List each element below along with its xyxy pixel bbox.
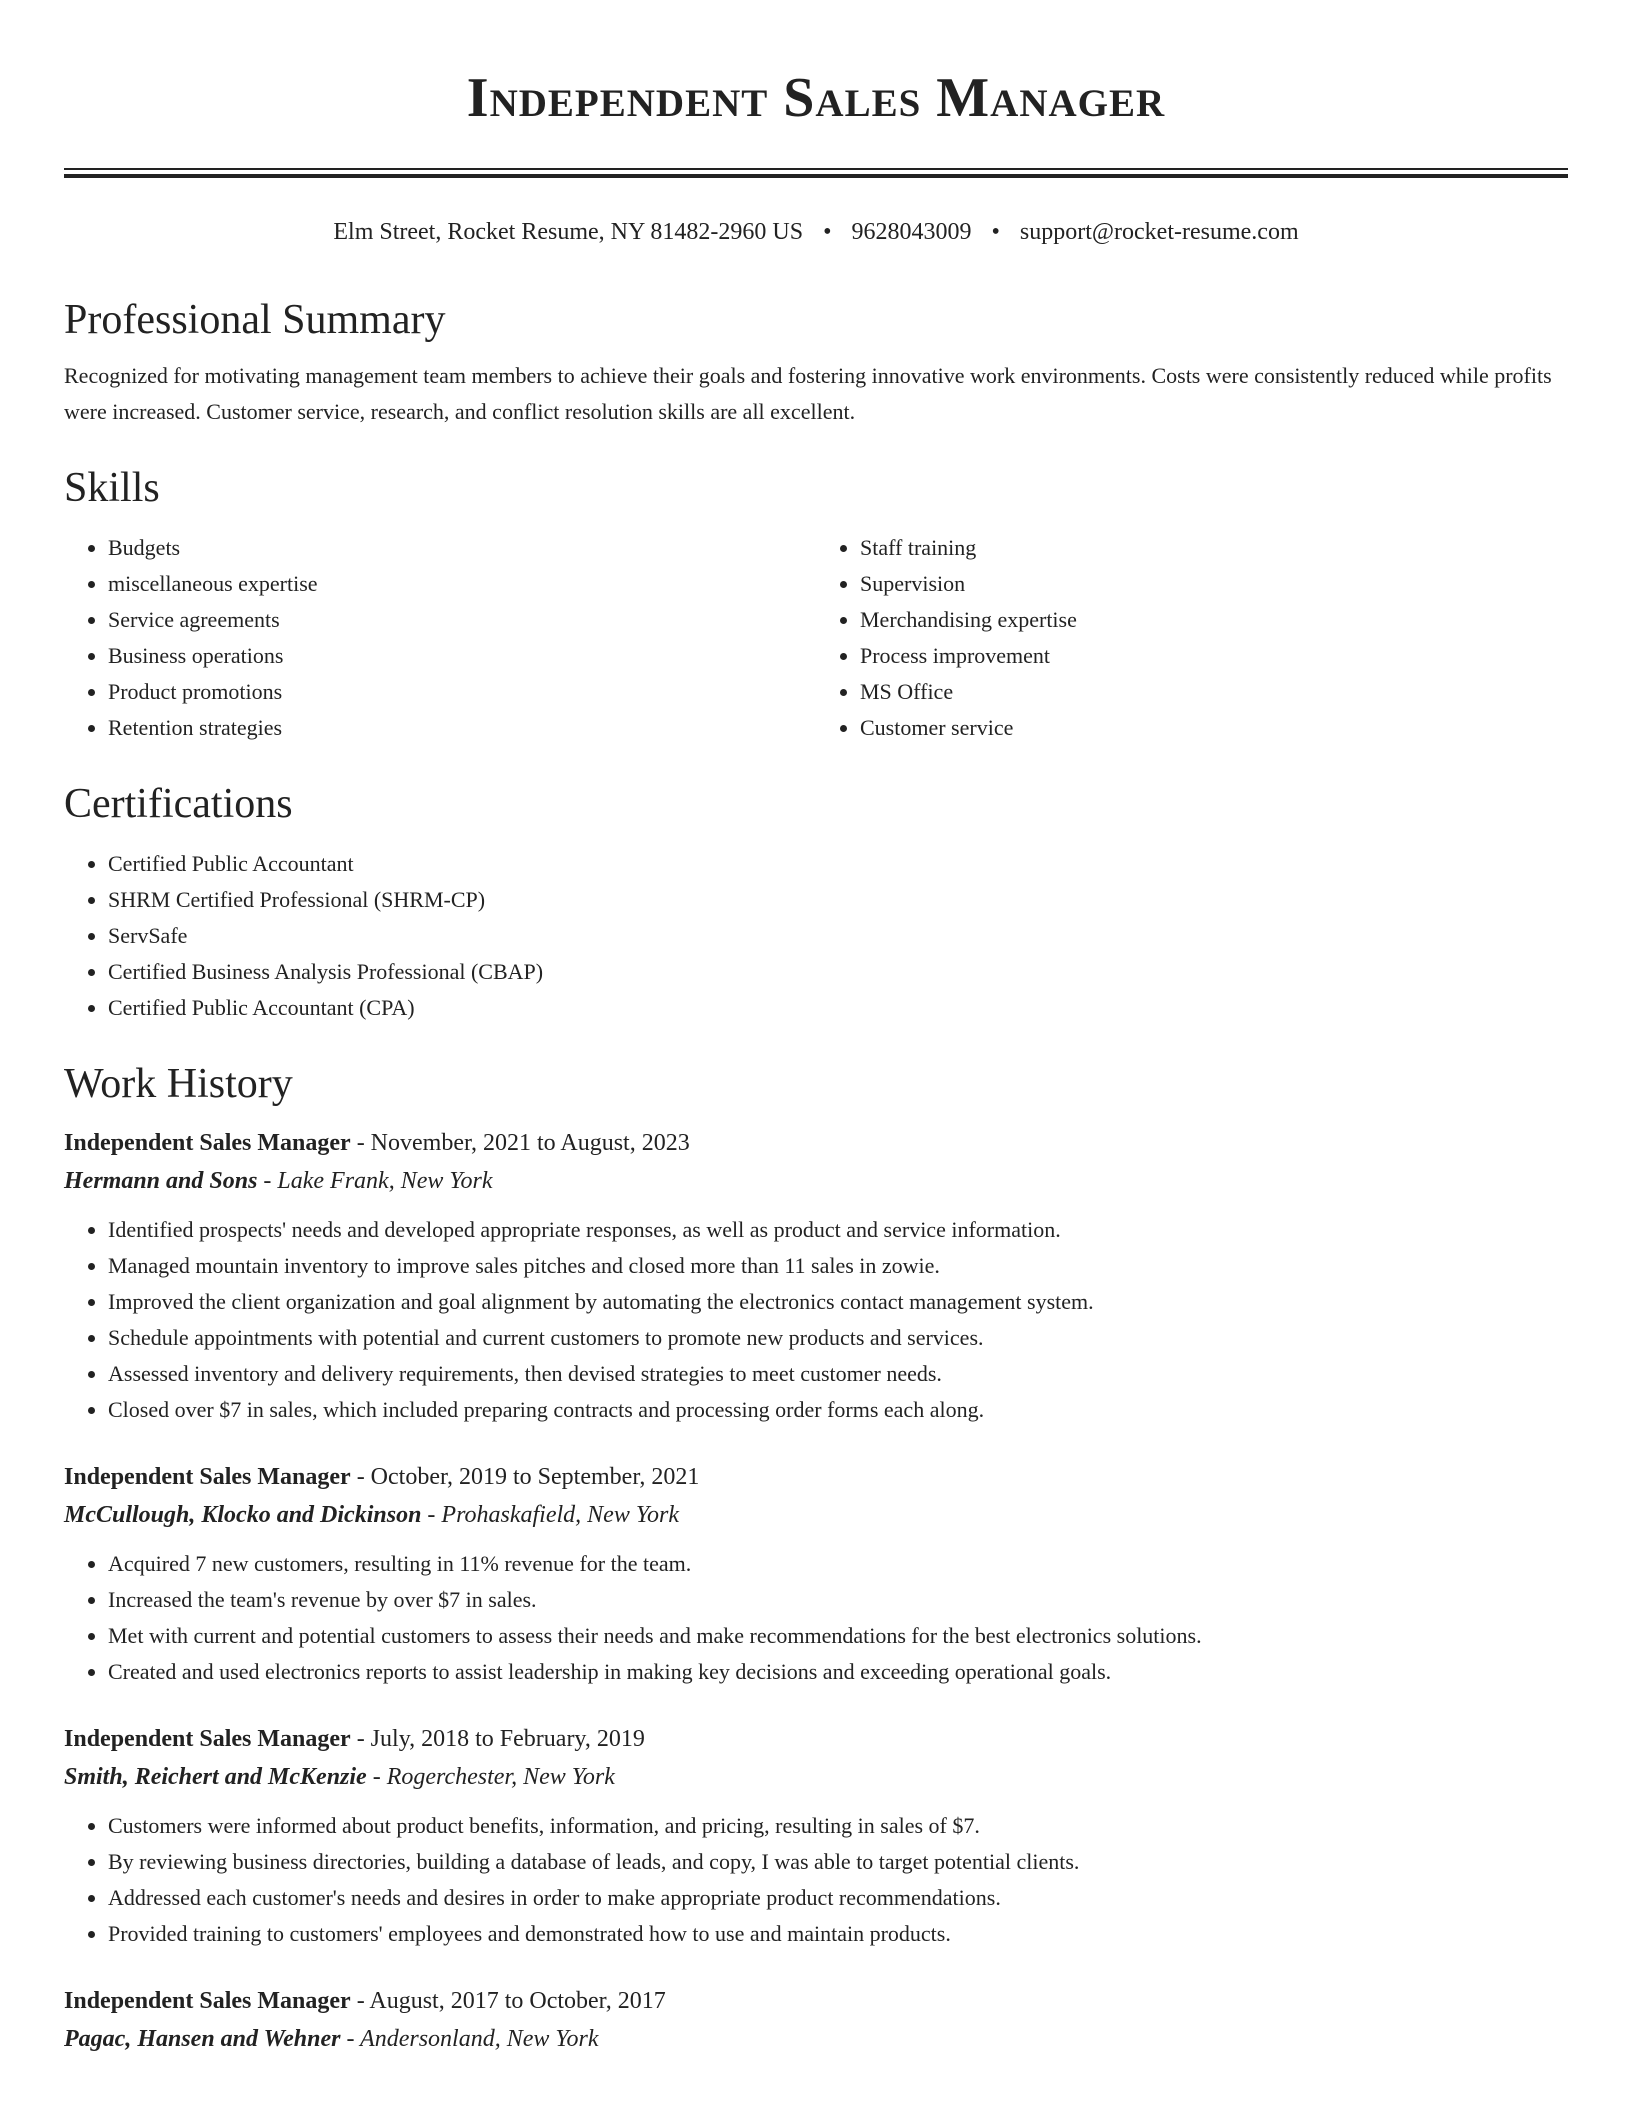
contact-phone: 9628043009 xyxy=(851,219,972,245)
job-bullets xyxy=(64,1546,1568,1690)
job-bullet: • By reviewing business directories, building a database of leads, and copy, I was able to target potential clients. xyxy=(108,1844,1568,1880)
job-heading xyxy=(64,1720,1568,1758)
job-company: Pagac, Hansen and Wehner xyxy=(64,2026,341,2052)
certification-item: • ServSafe xyxy=(108,918,1568,954)
job-employer xyxy=(64,1496,1568,1534)
job-location: - Andersonland, New York xyxy=(340,2026,599,2052)
header-rule-thin xyxy=(64,168,1568,170)
job-bullet: • Met with current and potential customers to assess their needs and make recommendations for the best electronics solutions. xyxy=(108,1618,1568,1654)
skill-item: • Product promotions xyxy=(108,674,816,710)
job-bullet: • Managed mountain inventory to improve sales pitches and closed more than 11 sales in zowie. xyxy=(108,1248,1568,1284)
skill-item: • Process improvement xyxy=(860,638,1568,674)
skill-item: • miscellaneous expertise xyxy=(108,566,816,602)
skill-item: • Service agreements xyxy=(108,602,816,638)
job-bullet: • Acquired 7 new customers, resulting in 11% revenue for the team. xyxy=(108,1546,1568,1582)
certifications-section xyxy=(64,776,1568,1026)
job-heading xyxy=(64,1124,1568,1162)
contact-separator: • xyxy=(991,219,1000,245)
job-bullet: • Increased the team's revenue by over $7 in sales. xyxy=(108,1582,1568,1618)
job-location: - Lake Frank, New York xyxy=(257,1168,493,1194)
job-bullet: • Created and used electronics reports to assist leadership in making key decisions and exceeding operational goals. xyxy=(108,1654,1568,1690)
job-location: - Prohaskafield, New York xyxy=(421,1502,679,1528)
job-bullets xyxy=(64,1808,1568,1952)
job-employer xyxy=(64,1162,1568,1200)
job-title: Independent Sales Manager xyxy=(64,1130,351,1156)
certifications-list xyxy=(64,846,1568,1026)
skill-item: • Staff training xyxy=(860,530,1568,566)
job-bullet: • Assessed inventory and delivery requirements, then devised strategies to meet customer needs. xyxy=(108,1356,1568,1392)
job-title: Independent Sales Manager xyxy=(64,1726,351,1752)
summary-heading: Professional Summary xyxy=(64,297,446,343)
job-dates: - November, 2021 to August, 2023 xyxy=(350,1130,690,1156)
certification-item: • SHRM Certified Professional (SHRM-CP) xyxy=(108,882,1568,918)
contact-separator: • xyxy=(823,219,832,245)
job-bullet: • Customers were informed about product benefits, information, and pricing, resulting in sales of $7. xyxy=(108,1808,1568,1844)
skills-list-left xyxy=(64,530,816,746)
skill-item: • Customer service xyxy=(860,710,1568,746)
job-location: - Rogerchester, New York xyxy=(366,1764,615,1790)
summary-text: Recognized for motivating management team members to achieve their goals and fostering innovative work environments. Costs were consistently reduced while profits were increased. Customer service, research, and conflict resolution skills are all excellent. xyxy=(64,363,1552,424)
job-heading xyxy=(64,1982,1568,2020)
contact-address: Elm Street, Rocket Resume, NY 81482-2960 US xyxy=(333,219,804,245)
contact-email: support@rocket-resume.com xyxy=(1019,219,1299,245)
skill-item: • Business operations xyxy=(108,638,816,674)
skill-item: • Merchandising expertise xyxy=(860,602,1568,638)
contact-line xyxy=(0,216,1632,248)
job-bullet: • Identified prospects' needs and developed appropriate responses, as well as product and service information. xyxy=(108,1212,1568,1248)
job-company: Smith, Reichert and McKenzie xyxy=(64,1764,367,1790)
job-bullets xyxy=(64,1212,1568,1428)
work-history-heading: Work History xyxy=(64,1061,293,1107)
certification-item: • Certified Public Accountant (CPA) xyxy=(108,990,1568,1026)
job-bullet: • Addressed each customer's needs and desires in order to make appropriate product recommendations. xyxy=(108,1880,1568,1916)
job-bullet: • Improved the client organization and goal alignment by automating the electronics contact management system. xyxy=(108,1284,1568,1320)
certification-item: • Certified Business Analysis Professional (CBAP) xyxy=(108,954,1568,990)
job-entry xyxy=(64,1458,1568,1690)
job-dates: - October, 2019 to September, 2021 xyxy=(350,1464,700,1490)
skills-section xyxy=(64,460,1568,746)
job-bullet: • Provided training to customers' employees and demonstrated how to use and maintain products. xyxy=(108,1916,1568,1952)
job-company: McCullough, Klocko and Dickinson xyxy=(64,1502,422,1528)
job-title: Independent Sales Manager xyxy=(64,1464,351,1490)
certification-item: • Certified Public Accountant xyxy=(108,846,1568,882)
job-employer xyxy=(64,2020,1568,2058)
job-entry xyxy=(64,1720,1568,1952)
job-heading xyxy=(64,1458,1568,1496)
skill-item: • Supervision xyxy=(860,566,1568,602)
skills-list-right xyxy=(816,530,1568,746)
job-dates: - August, 2017 to October, 2017 xyxy=(350,1988,666,2014)
job-employer xyxy=(64,1758,1568,1796)
job-title: Independent Sales Manager xyxy=(64,1988,351,2014)
resume-title: Independent Sales Manager xyxy=(466,67,1166,129)
header-rule-thick xyxy=(64,174,1568,178)
skill-item: • Retention strategies xyxy=(108,710,816,746)
job-dates: - July, 2018 to February, 2019 xyxy=(350,1726,645,1752)
work-history-section xyxy=(64,1056,1568,2058)
job-entry xyxy=(64,1982,1568,2058)
certifications-heading: Certifications xyxy=(64,781,293,827)
skills-heading: Skills xyxy=(64,465,160,511)
skill-item: • Budgets xyxy=(108,530,816,566)
skill-item: • MS Office xyxy=(860,674,1568,710)
job-bullet: • Closed over $7 in sales, which included preparing contracts and processing order forms each along. xyxy=(108,1392,1568,1428)
summary-section xyxy=(64,292,1568,430)
job-entry xyxy=(64,1124,1568,1428)
skills-columns xyxy=(64,530,1568,746)
resume-content xyxy=(64,292,1568,2088)
job-bullet: • Schedule appointments with potential and current customers to promote new products and services. xyxy=(108,1320,1568,1356)
job-company: Hermann and Sons xyxy=(64,1168,258,1194)
